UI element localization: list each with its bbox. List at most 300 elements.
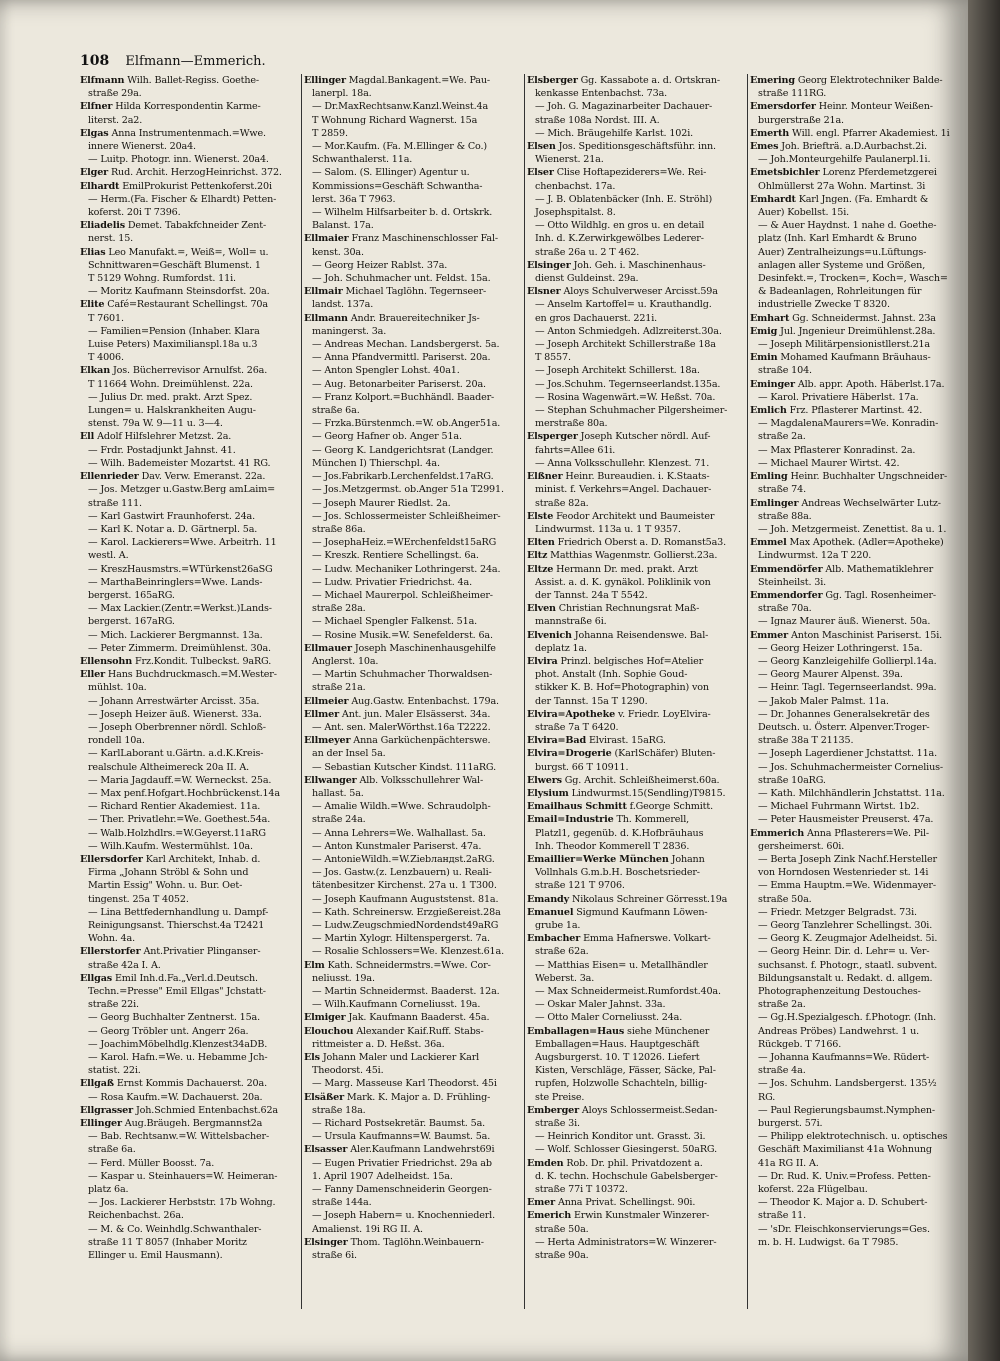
directory-entry xyxy=(80,629,298,642)
entry-text: Aler.Kaufmann Landwehrst69i xyxy=(350,1144,495,1156)
entry-text: statist. 22i. xyxy=(88,1065,141,1077)
entry-surname: Ellmauer xyxy=(304,642,352,654)
directory-entry xyxy=(80,206,298,219)
entry-text: Aloys Schulverweser Arcisst.59a xyxy=(563,286,718,298)
directory-entry xyxy=(80,774,298,787)
entry-surname: Ellerstorfer xyxy=(80,946,141,958)
entry-text: Rückgeb. T 7166. xyxy=(758,1038,842,1050)
directory-entry xyxy=(750,615,968,628)
entry-text: — Joseph Architekt Schillerstraße 18a xyxy=(535,339,716,351)
entry-text: — Philipp elektrotechnisch. u. optisches xyxy=(758,1131,948,1143)
entry-text: platz (Inh. Karl Emhardt & Bruno xyxy=(758,233,917,245)
directory-entry xyxy=(80,681,298,694)
directory-entry xyxy=(80,364,298,377)
entry-text: — Ludw. Privatier Friedrichst. 4a. xyxy=(312,576,472,588)
directory-entry xyxy=(304,1064,522,1077)
directory-entry xyxy=(527,100,745,113)
entry-text: — Mich. Lackierer Bergmannst. 13a. xyxy=(88,629,263,641)
directory-entry xyxy=(304,840,522,853)
entry-text: Steinheilst. 3i. xyxy=(758,576,827,588)
directory-entry xyxy=(527,866,745,879)
directory-entry xyxy=(80,1025,298,1038)
entry-text: — Anna Pfandvermittl. Pariserst. 20a. xyxy=(312,352,491,364)
entry-text: — Karol. Hafn.=We. u. Hebamme Jch- xyxy=(88,1052,268,1064)
directory-entry xyxy=(80,193,298,206)
entry-surname: Emden xyxy=(527,1157,564,1169)
directory-entry xyxy=(527,193,745,206)
entry-text: — MarthaBeinringlers=Wwe. Lands- xyxy=(88,576,263,588)
directory-entry xyxy=(750,391,968,404)
entry-text: — Sebastian Kutscher Kindst. 111aRG. xyxy=(312,761,496,773)
entry-text: ste Preise. xyxy=(535,1091,585,1103)
entry-text: Alexander Kaif.Ruff. Stabs- xyxy=(356,1025,484,1037)
directory-entry xyxy=(80,602,298,615)
directory-entry xyxy=(527,1143,745,1156)
entry-surname: Emballagen=Haus xyxy=(527,1025,625,1037)
entry-text: — Jos. Schuhm. Landsbergerst. 135½ xyxy=(758,1078,937,1090)
entry-text: — Bab. Rechtsanw.=W. Wittelsbacher- xyxy=(88,1131,270,1143)
directory-entry xyxy=(80,761,298,774)
entry-text: — Maria Jagdauff.=W. Werneckst. 25a. xyxy=(88,774,272,786)
entry-text: — Wilh.Kaufm. Westermühlst. 10a. xyxy=(88,840,253,852)
entry-text: Frz.Kondit. Tulbeckst. 9aRG. xyxy=(135,655,272,667)
entry-surname: Elvenich xyxy=(527,629,572,641)
directory-entry xyxy=(80,127,298,140)
directory-entry xyxy=(527,893,745,906)
entry-text: — Anton Spengler Lohst. 40a1. xyxy=(312,365,460,377)
column-divider xyxy=(524,74,525,1309)
directory-entry xyxy=(750,563,968,576)
entry-text: lanerpl. 18a. xyxy=(312,88,372,100)
entry-text: merstraße 80a. xyxy=(535,418,608,430)
directory-entry xyxy=(527,589,745,602)
entry-surname: Elven xyxy=(527,603,556,615)
directory-entry xyxy=(304,1209,522,1222)
entry-surname: Email=Industrie xyxy=(527,814,614,826)
directory-entry xyxy=(750,998,968,1011)
entry-text: grube 1a. xyxy=(535,920,581,931)
entry-text: — Marg. Masseuse Karl Theodorst. 45i xyxy=(312,1078,497,1090)
entry-surname: Emailhaus Schmitt xyxy=(527,801,627,813)
entry-text: — Berta Joseph Zink Nachf.Hersteller xyxy=(758,853,937,865)
directory-entry xyxy=(80,180,298,193)
entry-text: Joh. Geh. i. Maschinenhaus- xyxy=(573,259,706,271)
directory-entry xyxy=(80,1051,298,1064)
directory-entry xyxy=(750,444,968,457)
directory-entry xyxy=(304,985,522,998)
entry-text: Kath. Schneidermstrs.=Wwe. Cor- xyxy=(327,959,491,971)
entry-text: — & Auer Haydnst. 1 nahe d. Goethe- xyxy=(758,220,937,232)
entry-text: bergerst. 167aRG. xyxy=(88,616,175,628)
directory-entry xyxy=(80,510,298,523)
entry-text: Karl Architekt, Inhab. d. xyxy=(145,853,261,865)
entry-surname: Emerth xyxy=(750,127,790,139)
directory-entry xyxy=(304,153,522,166)
entry-text: realschule Altheimereck 20a II. A. xyxy=(88,761,250,773)
directory-entry xyxy=(750,457,968,470)
entry-text: straße 144a. xyxy=(312,1197,372,1209)
entry-text: straße 88a. xyxy=(758,510,812,522)
entry-surname: Emlich xyxy=(750,405,787,417)
entry-text: — Kreszk. Rentiere Schellingst. 6a. xyxy=(312,550,479,562)
directory-entry xyxy=(80,721,298,734)
entry-text: straße 6a. xyxy=(88,1144,136,1156)
entry-text: phot. Anstalt (Inh. Sophie Goud- xyxy=(535,669,688,681)
directory-entry xyxy=(527,1223,745,1236)
entry-text: Franz Maschinenschlosser Fal- xyxy=(351,233,499,245)
entry-text: straße 24a. xyxy=(312,814,366,826)
directory-entry xyxy=(80,972,298,985)
entry-text: straße 90a. xyxy=(535,1250,589,1262)
entry-text: — KreszHausmstrs.=WTürkenst26aSG xyxy=(88,563,273,575)
entry-text: Hermann Dr. med. prakt. Arzt xyxy=(556,563,698,575)
directory-entry xyxy=(304,127,522,140)
directory-entry xyxy=(304,1130,522,1143)
entry-text: — Georg K. Zeugmajor Adelheidst. 5i. xyxy=(758,933,938,945)
entry-surname: Elhardt xyxy=(80,180,120,192)
directory-entry xyxy=(80,1038,298,1051)
entry-surname: Elmiger xyxy=(304,1012,346,1024)
directory-entry xyxy=(527,959,745,972)
entry-text: — Aug. Betonarbeiter Pariserst. 20a. xyxy=(312,378,486,390)
entry-surname: Emanuel xyxy=(527,906,574,918)
entry-text: — Joseph Kaufmann Auguststenst. 81a. xyxy=(312,893,499,905)
directory-entry xyxy=(527,840,745,853)
directory-entry xyxy=(750,1091,968,1104)
entry-text: Platzl1, gegenüb. d. K.Hofbräuhaus xyxy=(535,827,704,839)
directory-entry xyxy=(304,166,522,179)
entry-text: Reinigungsanst. Thierschst.4a T2421 xyxy=(88,920,265,931)
entry-text: — Michael Fuhrmann Wirtst. 1b2. xyxy=(758,801,920,813)
directory-entry xyxy=(750,285,968,298)
entry-text: — MagdalenaMaurers=We. Konradin- xyxy=(758,418,939,430)
entry-text: fahrts=Allee 61i. xyxy=(535,444,616,456)
entry-text: — Jos. Lackierer Herbststr. 17b Wohng. xyxy=(88,1197,276,1209)
entry-text: — Joseph Maurer Riedlst. 2a. xyxy=(312,497,451,509)
directory-entry xyxy=(304,325,522,338)
entry-text: — Andreas Mechan. Landsbergerst. 5a. xyxy=(312,339,500,351)
directory-entry xyxy=(527,338,745,351)
entry-text: — Rosine Musik.=W. Senefelderst. 6a. xyxy=(312,629,493,641)
directory-entry xyxy=(750,417,968,430)
entry-text: — Oskar Maler Jahnst. 33a. xyxy=(535,999,666,1011)
directory-entry xyxy=(527,1209,745,1222)
directory-entry xyxy=(750,1196,968,1209)
entry-text: Johanna Reisendenswe. Bal- xyxy=(574,629,709,641)
entry-text: — Heinr. Tagl. Tegernseerlandst. 99a. xyxy=(758,682,937,694)
column-3 xyxy=(527,74,745,1314)
entry-text: Lindwurmst. 113a u. 1 T 9357. xyxy=(535,523,681,535)
directory-entry xyxy=(527,774,745,787)
entry-surname: Eller xyxy=(80,669,106,681)
entry-text: — Kath. Milchhändlerin Jchstattst. 11a. xyxy=(758,787,945,799)
directory-entry xyxy=(80,417,298,430)
directory-entry xyxy=(750,483,968,496)
directory-entry xyxy=(304,1196,522,1209)
directory-entry xyxy=(304,404,522,417)
directory-entry xyxy=(750,734,968,747)
directory-entry xyxy=(80,166,298,179)
entry-text: hallast. 5a. xyxy=(312,787,364,799)
directory-entry xyxy=(304,919,522,932)
directory-entry xyxy=(304,1091,522,1104)
entry-text: T 4006. xyxy=(88,352,124,364)
entry-text: Gg. Tagl. Rosenheimer- xyxy=(825,589,936,601)
entry-surname: Elgas xyxy=(80,127,109,139)
entry-text: Josephspitalst. 8. xyxy=(535,207,616,219)
directory-entry xyxy=(527,298,745,311)
directory-entry xyxy=(80,246,298,259)
directory-entry xyxy=(750,74,968,87)
entry-text: — Joh. Schuhmacher unt. Feldst. 15a. xyxy=(312,273,491,285)
entry-surname: Elysium xyxy=(527,787,569,799)
entry-text: straße 86a. xyxy=(312,523,366,535)
directory-entry xyxy=(304,1077,522,1090)
entry-text: — Frdr. Postadjunkt Jahnst. 41. xyxy=(88,444,236,456)
directory-entry xyxy=(80,1143,298,1156)
directory-entry xyxy=(750,246,968,259)
directory-entry xyxy=(750,1104,968,1117)
entry-surname: Elsberger xyxy=(527,75,578,86)
directory-entry xyxy=(527,681,745,694)
entry-text: Aug.Gastw. Entenbachst. 179a. xyxy=(351,695,499,707)
directory-entry xyxy=(750,879,968,892)
entry-text: — Dr. Johannes Generalsekretär des xyxy=(758,708,930,720)
entry-text: platz 6a. xyxy=(88,1184,129,1196)
entry-text: — Mor.Kaufm. (Fa. M.Ellinger & Co.) xyxy=(312,141,487,153)
directory-entry xyxy=(527,1170,745,1183)
entry-text: straße 28a. xyxy=(312,603,366,615)
entry-surname: Elser xyxy=(527,167,554,179)
entry-text: straße 29a. xyxy=(88,88,142,100)
entry-text: — Max Lackier.(Zentr.=Werkst.)Lands- xyxy=(88,603,272,615)
entry-text: Jul. Jngenieur Dreimühlenst.28a. xyxy=(780,325,936,337)
entry-text: Nikolaus Schreiner Görresst.19a xyxy=(571,893,728,905)
directory-entry xyxy=(750,629,968,642)
entry-text: — Peter Hausmeister Preuserst. 47a. xyxy=(758,814,934,826)
entry-text: Hilda Korrespondentin Karme- xyxy=(115,101,261,113)
entry-text: Friedrich Oberst a. D. Romanst5a3. xyxy=(557,537,727,549)
entry-text: — Dr.MaxRechtsanw.Kanzl.Weinst.4a xyxy=(312,101,489,113)
directory-entry xyxy=(304,259,522,272)
entry-surname: Emes xyxy=(750,141,779,153)
entry-text: straße 26a u. 2 T 462. xyxy=(535,246,640,258)
directory-entry xyxy=(80,470,298,483)
entry-text: — Karol. Lackierers=Wwe. Arbeitrh. 11 xyxy=(88,537,277,549)
entry-text: 1. April 1907 Adelheidst. 15a. xyxy=(312,1170,453,1182)
entry-surname: Ellmaier xyxy=(304,233,349,245)
entry-surname: Elten xyxy=(527,537,555,549)
directory-entry xyxy=(80,1077,298,1090)
entry-text: T 8557. xyxy=(535,352,571,364)
entry-text: — Rosalie Schlossers=We. Klenzest.61a. xyxy=(312,946,504,958)
entry-text: nerst. 15. xyxy=(88,233,134,245)
entry-text: straße 104. xyxy=(758,365,812,377)
entry-text: — Michael Maurerpol. Schleißheimer- xyxy=(312,589,493,601)
directory-entry xyxy=(304,193,522,206)
entry-text: — Richard Postsekretär. Baumst. 5a. xyxy=(312,1118,486,1130)
entry-surname: Elm xyxy=(304,959,325,971)
directory-entry xyxy=(80,378,298,391)
entry-text: Alb. Volksschullehrer Wal- xyxy=(359,774,484,786)
directory-entry xyxy=(304,629,522,642)
entry-text: Amalienst. 19i RG II. A. xyxy=(312,1223,423,1235)
entry-text: Prinzl. belgisches Hof=Atelier xyxy=(560,655,704,667)
entry-text: (KarlSchäfer) Bluten- xyxy=(614,748,716,760)
entry-text: straße 82a. xyxy=(535,497,589,509)
entry-surname: Elvira=Apotheke xyxy=(527,708,616,720)
entry-text: — Rosa Kaufm.=W. Dachauerst. 20a. xyxy=(88,1091,263,1103)
entry-text: mühlst. 10a. xyxy=(88,682,147,694)
entry-surname: Ellmeier xyxy=(304,695,349,707)
entry-surname: Elfner xyxy=(80,101,113,113)
directory-entry xyxy=(80,734,298,747)
entry-surname: Emmel xyxy=(750,537,787,549)
entry-surname: Ellinger xyxy=(80,1118,122,1130)
directory-entry xyxy=(527,932,745,945)
directory-entry xyxy=(80,549,298,562)
entry-surname: Emhardt xyxy=(750,193,796,205)
entry-surname: Ellmann xyxy=(304,312,348,324)
entry-text: — Michael Spengler Falkenst. 51a. xyxy=(312,616,478,628)
entry-surname: Elouchou xyxy=(304,1025,354,1037)
directory-entry xyxy=(80,879,298,892)
directory-entry xyxy=(750,893,968,906)
entry-text: Elvirast. 15aRG. xyxy=(588,735,666,747)
entry-text: — Dr. Rud. K. Univ.=Profess. Petten- xyxy=(758,1170,931,1182)
entry-text: straße 10aRG. xyxy=(758,774,826,786)
entry-text: — Matthias Eisen= u. Metallhändler xyxy=(535,959,708,971)
directory-entry xyxy=(304,866,522,879)
entry-text: Thom. Taglöhn.Weinbauern- xyxy=(350,1236,484,1248)
directory-entry xyxy=(80,351,298,364)
entry-text: Deutsch. u. Österr. Alpenver.Troger- xyxy=(758,721,930,733)
entry-text: m. b. H. Ludwigst. 6a T 7985. xyxy=(758,1236,899,1248)
entry-text: tingenst. 25a T 4052. xyxy=(88,893,189,905)
directory-entry xyxy=(304,1011,522,1024)
entry-text: T Wohnung Richard Wagnerst. 15a xyxy=(312,114,478,126)
entry-text: Vollnhals G.m.b.H. Boschetsrieder- xyxy=(535,867,700,879)
directory-entry xyxy=(527,219,745,232)
entry-surname: Emberger xyxy=(527,1104,579,1116)
entry-surname: Emersdorfer xyxy=(750,101,816,113)
directory-entry xyxy=(80,114,298,127)
directory-entry xyxy=(750,338,968,351)
entry-text: straße 50a. xyxy=(535,1223,589,1235)
entry-text: Ant.Privatier Plinganser- xyxy=(143,946,261,958)
directory-entry xyxy=(80,298,298,311)
entry-text: — Georg Buchhalter Zentnerst. 15a. xyxy=(88,1012,261,1024)
entry-text: neliusst. 19a. xyxy=(312,972,375,984)
directory-entry xyxy=(80,483,298,496)
entry-text: an der Insel 5a. xyxy=(312,748,386,760)
directory-entry xyxy=(304,1143,522,1156)
entry-text: dienst Guldeinst. 29a. xyxy=(535,273,639,285)
directory-entry xyxy=(750,906,968,919)
directory-entry xyxy=(527,417,745,430)
entry-text: T 7601. xyxy=(88,312,124,324)
entry-text: Alb. appr. Apoth. Häberlst.17a. xyxy=(797,378,945,390)
entry-surname: Elsinger xyxy=(304,1236,348,1248)
directory-entry xyxy=(304,853,522,866)
entry-text: Heinr. Bureaudien. i. K.Staats- xyxy=(565,471,710,483)
directory-entry xyxy=(304,338,522,351)
entry-text: straße 108a Nordst. III. A. xyxy=(535,114,660,126)
directory-entry xyxy=(304,655,522,668)
entry-text: T 2859. xyxy=(312,127,348,139)
directory-entry xyxy=(527,114,745,127)
directory-entry xyxy=(304,430,522,443)
entry-text: Will. engl. Pfarrer Akademiest. 1i xyxy=(792,127,950,139)
directory-entry xyxy=(80,1091,298,1104)
entry-text: siehe Münchener xyxy=(627,1025,710,1037)
directory-entry xyxy=(80,1236,298,1249)
entry-text: stikker K. B. Hof=Photographin) von xyxy=(535,682,709,694)
directory-entry xyxy=(750,681,968,694)
directory-entry xyxy=(527,642,745,655)
entry-text: Wilh. Ballet-Regiss. Goethe- xyxy=(127,75,259,86)
directory-entry xyxy=(304,708,522,721)
directory-entry xyxy=(527,761,745,774)
entry-text: Mohamed Kaufmann Bräuhaus- xyxy=(780,352,931,364)
directory-entry xyxy=(527,1117,745,1130)
entry-text: — Franz Kolport.=Buchhändl. Baader- xyxy=(312,391,495,403)
directory-entry xyxy=(527,1130,745,1143)
entry-text: Desinfekt.=, Trocken=, Koch=, Wasch= xyxy=(758,273,948,285)
entry-text: Lorenz Pferdemetzgerei xyxy=(822,167,937,179)
directory-entry xyxy=(80,932,298,945)
directory-entry xyxy=(750,549,968,562)
directory-entry xyxy=(527,906,745,919)
entry-text: straße 18a. xyxy=(312,1104,366,1116)
directory-entry xyxy=(80,272,298,285)
directory-entry xyxy=(750,840,968,853)
directory-entry xyxy=(304,893,522,906)
directory-entry xyxy=(304,800,522,813)
entry-text: Geschäft Maximilianst 41a Wohnung xyxy=(758,1144,932,1156)
entry-text: Inh. d. K.Zerwirkgewölbes Lederer- xyxy=(535,233,704,245)
entry-surname: Elsinger xyxy=(527,259,571,271)
directory-entry xyxy=(527,1196,745,1209)
directory-entry xyxy=(304,246,522,259)
entry-text: straße 77i T 10372. xyxy=(535,1184,628,1196)
entry-text: chenbachst. 17a. xyxy=(535,180,616,192)
entry-text: industrielle Zwecke T 8320. xyxy=(758,299,890,311)
entry-text: straße 11. xyxy=(758,1210,806,1222)
entry-text: Emballagen=Haus. Hauptgeschäft xyxy=(535,1038,700,1050)
entry-text: Alb. Mathematiklehrer xyxy=(825,563,934,575)
entry-text: straße 11 T 8057 (Inhaber Moritz xyxy=(88,1236,247,1248)
directory-entry xyxy=(80,1249,298,1262)
directory-entry xyxy=(80,1209,298,1222)
entry-surname: Emig xyxy=(750,325,778,337)
entry-text: — Georg Hafner ob. Anger 51a. xyxy=(312,431,462,443)
directory-entry xyxy=(527,747,745,760)
entry-text: — Rosina Wagenwärt.=W. Heßst. 70a. xyxy=(535,391,716,403)
entry-text: Joseph Maschinenhausgehilfe xyxy=(354,642,496,654)
entry-surname: Emetsbichler xyxy=(750,167,820,179)
entry-surname: Elvira xyxy=(527,655,558,667)
directory-entry xyxy=(80,1170,298,1183)
entry-text: deplatz 1a. xyxy=(535,642,587,654)
directory-entry xyxy=(527,1249,745,1262)
directory-entry xyxy=(80,457,298,470)
entry-text: Kisten, Verschläge, Fässer, Säcke, Pal- xyxy=(535,1065,716,1077)
directory-entry xyxy=(80,523,298,536)
entry-text: — Georg Heizer Rablst. 37a. xyxy=(312,259,448,271)
directory-entry xyxy=(750,576,968,589)
entry-text: Lindwurmst. 12a T 220. xyxy=(758,550,872,562)
